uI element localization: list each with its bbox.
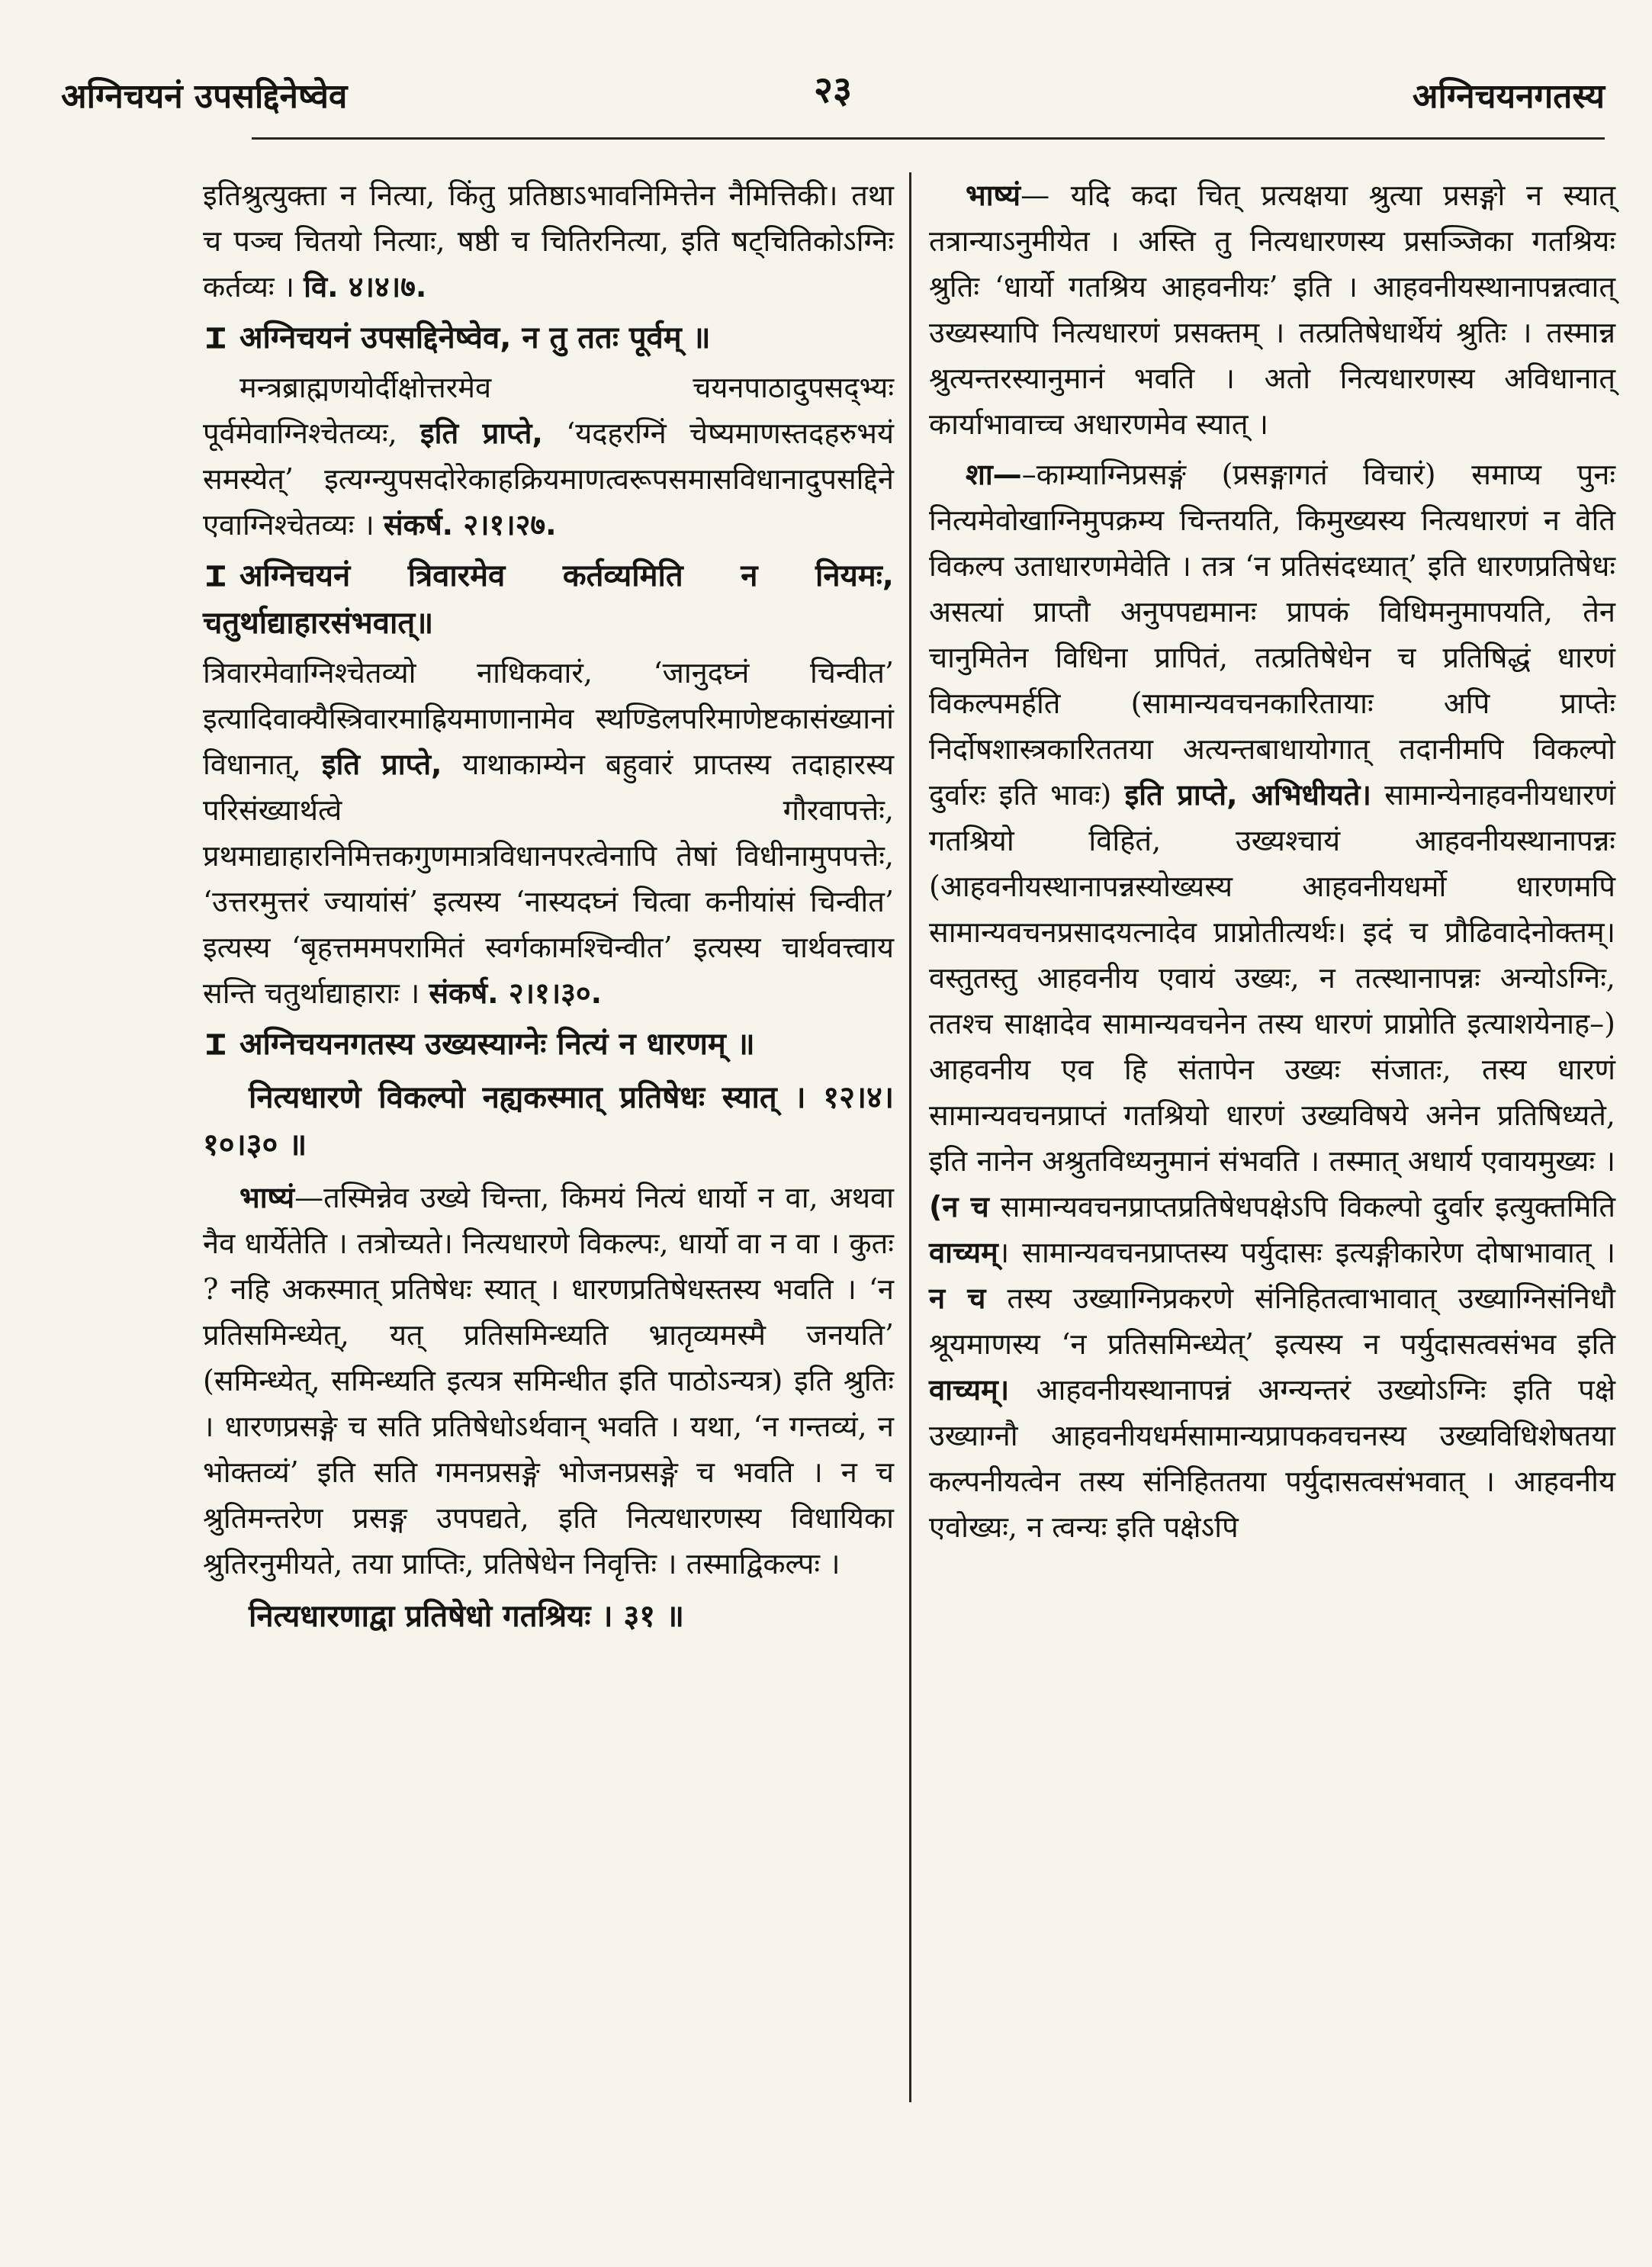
- page-number: २३: [814, 69, 852, 111]
- citation: संकर्ष. २।१।२७.: [383, 508, 557, 542]
- left-para-2: मन्त्रब्राह्मणयोर्दीक्षोत्तरमेव चयनपाठादुपसद्भ्यः पूर्वमेवाग्निश्चेतव्यः, इति प्राप्ते, ‘यदहरग्निं चेष्यमाणस्तदहरुभयं समस्येत्’ इत्यग्न्युपसदोरेकाहक्रियमाणत्वरूपसमासविधानादुपसद्दिने एवाग्निश्चेतव्यः । संकर्ष. २।१।२७.: [203, 371, 894, 542]
- column-divider: [909, 172, 911, 2102]
- citation: संकर्ष. २।१।३०.: [429, 976, 603, 1010]
- right-para-2: शा—–काम्याग्निप्रसङ्गं (प्रसङ्गागतं विचारं) समाप्य पुनः नित्यमेवोखाग्निमुपक्रम्य चिन्तयति, किमुख्यस्य नित्यधारणं न वेति विकल्प उताधारणमेवेति । तत्र ‘न प्रतिसंदध्यात्’ इति धारणप्रतिषेधः असत्यां प्राप्तौ अनुपपद्यमानः प्रापकं विधिमनुमापयति, तेन चानुमितेन विधिना प्रापितं, तत्प्रतिषेधेन च प्रतिषिद्धं धारणं विकल्पमर्हति (सामान्यवचनकारितायाः अपि प्राप्तेः निर्दोषशास्त्रकारिततया अत्यन्तबाधायोगात् तदानीमपि विकल्पो दुर्वारः इति भावः) इति प्राप्ते, अभिधीयते। सामान्येनाहवनीयधारणं गतश्रियो विहितं, उख्यश्चायं आहवनीयस्थानापन्नः (आहवनीयस्थानापन्नस्योख्यस्य आहवनीयधर्मो धारणमपि सामान्यवचनप्रसादयत्नादेव प्राप्नोतीत्यर्थः। इदं च प्रौढिवादेनोक्तम्। वस्तुतस्तु आहवनीय एवायं उख्यः, न तत्स्थानापन्नः अन्योऽग्निः, ततश्च साक्षादेव सामान्यवचनेन तस्य धारणं प्राप्नोति इत्याशयेनाह–) आहवनीय एव हि संतापेन उख्यः संजातः, तस्य धारणं सामान्यवचनप्राप्तं गतश्रियो धारणं उख्यविषये अनेन प्रतिषिध्यते, इति नानेन अश्रुतविध्यनुमानं संभवति । तस्मात् अधार्य एवायमुख्यः । (न च सामान्यवचनप्राप्तप्रतिषेधपक्षेऽपि विकल्पो दुर्वार इत्युक्तमिति वाच्यम्। सामान्यवचनप्राप्तस्य पर्युदासः इत्यङ्गीकारेण दोषाभावात् । न च तस्य उख्याग्निप्रकरणे संनिहितत्वाभावात् उख्याग्निसंनिधौ श्रूयमाणस्य ‘न प्रतिसमिन्ध्येत्’ इत्यस्य न पर्युदासत्वसंभव इति वाच्यम्। आहवनीयस्थानापन्नं अग्न्यन्तरं उख्योऽग्निः इति पक्षे उख्याग्नौ आहवनीयधर्मसामान्यप्रापकवचनस्य उख्यविधिशेषतया कल्पनीयत्वेन तस्य संनिहिततया पर्युदासत्वसंभवात् । आहवनीय एवोख्यः, न त्वन्यः इति पक्षेऽपि: [929, 458, 1615, 1544]
- left-para-4: भाष्यं—तस्मिन्नेव उख्ये चिन्ता, किमयं नित्यं धार्यो न वा, अथवा नैव धार्येतेति । तत्रोच्यते। नित्यधारणे विकल्पः, धार्यो वा न वा । कुतः ? नहि अकस्मात् प्रतिषेधः स्यात् । धारणप्रतिषेधस्तस्य भवति । ‘न प्रतिसमिन्ध्येत्, यत् प्रतिसमिन्ध्यति भ्रातृव्यमस्मै जनयति’ (समिन्ध्येत्, समिन्ध्यति इत्यत्र समिन्धीत इति पाठोऽन्यत्र) इति श्रुतिः । धारणप्रसङ्गे च सति प्रतिषेधोऽर्थवान् भवति । यथा, ‘न गन्तव्यं, न भोक्तव्यं’ इति सति गमनप्रसङ्गे भोजनप्रसङ्गे च भवति । न च श्रुतिमन्तरेण प्रसङ्ग उपपद्यते, इति नित्यधारणस्य विधायिका श्रुतिरनुमीयते, तया प्राप्तिः, प्रतिषेधेन निवृत्तिः । तस्माद्विकल्पः ।: [203, 1181, 894, 1580]
- header-rule: [252, 137, 1605, 140]
- citation: वि. ४।४।७.: [304, 270, 427, 304]
- sutra-2: नित्यधारणाद्वा प्रतिषेधो गतश्रियः । ३१ ॥: [249, 1599, 684, 1634]
- sutra-1: नित्यधारणे विकल्पो नह्यकस्मात् प्रतिषेधः स्यात् । १२।४।१०।३० ॥: [203, 1080, 894, 1162]
- section-mark-icon: [203, 1031, 229, 1057]
- running-head-left: अग्निचयनं उपसद्दिनेष्वेव: [61, 77, 348, 116]
- section-mark-icon: [203, 563, 229, 589]
- page-header: [61, 64, 1605, 140]
- left-para-1: इतिश्रुत्युक्ता न नित्या, किंतु प्रतिष्ठाऽभावनिमित्तेन नैमित्तिकी। तथा च पञ्च चितयो नित्याः, षष्ठी च चितिरनित्या, इति षट्चितिकोऽग्निः कर्तव्यः । वि. ४।४।७.: [203, 178, 894, 304]
- adhikarana-heading-3: अग्निचयनगतस्य उख्यस्याग्नेः नित्यं न धारणम् ॥: [203, 1021, 894, 1068]
- adhikarana-heading-2: अग्निचयनं त्रिवारमेव कर्तव्यमिति न नियमः, चतुर्थाद्याहारसंभवात्॥: [203, 558, 894, 641]
- right-para-1: भाष्यं— यदि कदा चित् प्रत्यक्षया श्रुत्या प्रसङ्गो न स्यात् तत्रान्याऽनुमीयेत । अस्ति तु नित्यधारणस्य प्रसञ्जिका गतश्रियः श्रुतिः ‘धार्यो गतश्रिय आहवनीयः’ इति । आहवनीयस्थानापन्नत्वात् उख्यस्यापि नित्यधारणं प्रसक्तम् । तत्प्रतिषेधार्थेयं श्रुतिः । तस्मान्न श्रुत्यन्तरस्यानुमानं भवति । अतो नित्यधारणस्य अविधानात् कार्याभावाच्च अधारणमेव स्यात् ।: [929, 178, 1615, 441]
- left-column: [203, 172, 894, 2221]
- section-mark-icon: [203, 325, 229, 351]
- right-column: [929, 172, 1615, 2221]
- running-head-right: अग्निचयनगतस्य: [1412, 77, 1605, 116]
- left-para-3: त्रिवारमेवाग्निश्चेतव्यो नाधिकवारं, ‘जानुदघ्नं चिन्वीत’ इत्यादिवाक्यैस्त्रिवारमाह्रियमाणानामेव स्थण्डिलपरिमाणेष्टकासंख्यानां विधानात्, इति प्राप्ते, याथाकाम्येन बहुवारं प्राप्तस्य तदाहारस्य परिसंख्यार्थत्वे गौरवापत्तेः, प्रथमाद्याहारनिमित्तकगुणमात्रविधानपरत्वेनापि तेषां विधीनामुपपत्तेः, ‘उत्तरमुत्तरं ज्यायांसं’ इत्यस्य ‘नास्यदघ्नं चित्वा कनीयांसं चिन्वीत’ इत्यस्य ‘बृहत्तममपरामितं स्वर्गकामश्चिन्वीत’ इत्यस्य चार्थवत्त्वाय सन्ति चतुर्थाद्याहाराः । संकर्ष. २।१।३०.: [203, 656, 894, 1010]
- adhikarana-heading-1: अग्निचयनं उपसद्दिनेष्वेव, न तु ततः पूर्वम् ॥: [203, 314, 894, 362]
